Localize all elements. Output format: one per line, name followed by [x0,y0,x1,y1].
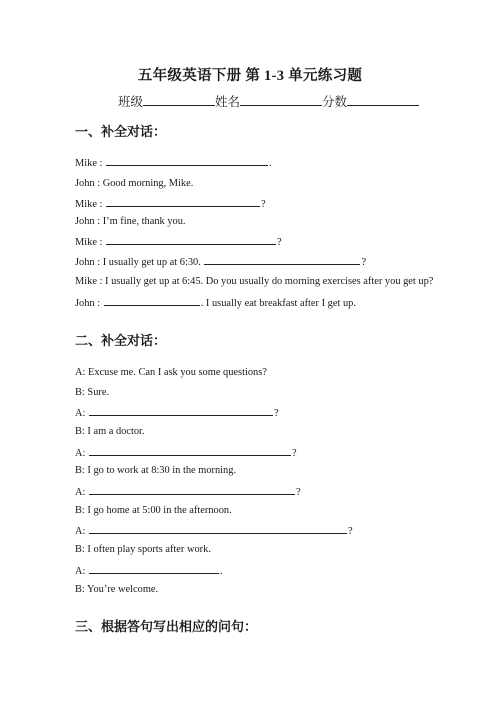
answer-blank[interactable] [106,234,276,245]
page-title: 五年级英语下册 第 1-3 单元练习题 [137,68,363,84]
section-2-heading: 二、补全对话： [75,334,167,349]
answer-blank[interactable] [89,405,273,416]
dialogue-line: John : Good morning, Mike. [75,178,194,189]
answer-blank[interactable] [89,563,219,574]
dialogue-line: A: ? [75,405,279,420]
dialogue-line: B: I often play sports after work. [75,544,211,555]
dialogue-line: John : . I usually eat breakfast after I get up. [75,295,356,310]
answer-blank[interactable] [106,155,268,166]
section-1-heading: 一、补全对话： [75,125,167,140]
name-label: 姓名 [215,95,241,109]
dialogue-line: B: You’re welcome. [75,584,159,595]
dialogue-line: B: I am a doctor. [75,426,145,437]
score-label: 分数 [322,95,348,109]
dialogue-line: B: Sure. [75,387,110,398]
class-field[interactable] [143,94,215,106]
answer-blank[interactable] [106,196,260,207]
dialogue-line: A: Excuse me. Can I ask you some questions? [75,367,267,378]
dialogue-line: John : I usually get up at 6:30. ? [75,254,366,269]
dialogue-line: Mike : I usually get up at 6:45. Do you usually do morning exercises after you get up? [75,276,434,287]
dialogue-line: A: ? [75,445,297,460]
answer-blank[interactable] [204,254,360,265]
dialogue-line: A: ? [75,523,353,538]
dialogue-line: Mike : . [75,155,272,170]
dialogue-line: Mike : ? [75,234,282,249]
answer-blank[interactable] [89,445,291,456]
section-3-heading: 三、根据答句写出相应的问句： [75,620,258,635]
student-info-row [118,92,419,110]
answer-blank[interactable] [89,484,295,495]
dialogue-line: A: . [75,563,223,578]
dialogue-line: B: I go home at 5:00 in the afternoon. [75,505,232,516]
dialogue-line: A: ? [75,484,301,499]
dialogue-line: John : I’m fine, thank you. [75,216,186,227]
dialogue-line: Mike : ? [75,196,266,211]
dialogue-line: B: I go to work at 8:30 in the morning. [75,465,237,476]
class-label: 班级 [118,95,144,109]
name-field[interactable] [240,94,322,106]
answer-blank[interactable] [89,523,347,534]
score-field[interactable] [347,94,419,106]
answer-blank[interactable] [104,295,200,306]
